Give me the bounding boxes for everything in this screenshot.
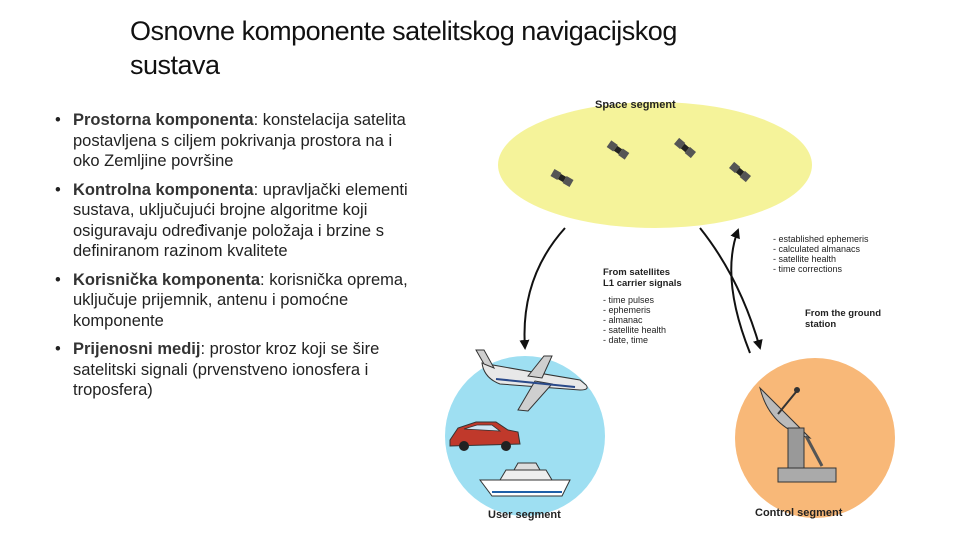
ground-item: - established ephemeris: [773, 234, 869, 244]
from-satellites-label: [603, 267, 682, 289]
user-segment-label: User segment: [488, 509, 561, 521]
bullet-list: [55, 110, 410, 409]
ground-item: - time corrections: [773, 264, 843, 274]
bullet-term: Kontrolna komponenta: [73, 180, 254, 199]
bullet-term: Korisnička komponenta: [73, 270, 261, 289]
gnss-segments-diagram: [440, 88, 960, 540]
arrow-control-to-space: [731, 230, 750, 353]
bullet-user-component: [55, 270, 410, 332]
bullet-dot: •: [55, 180, 61, 199]
bullet-term: Prostorna komponenta: [73, 111, 254, 129]
from-ground-line: From the ground: [805, 308, 881, 319]
bullet-text: : konstelacija satelita postavljena s ciljem pokrivanja prostora na i oko Zemljine površine: [73, 111, 406, 170]
bullet-transmission-medium: [55, 339, 410, 401]
space-segment-ellipse: [498, 102, 812, 228]
bullet-text: : upravljački elementi sustava, uključujući brojne algoritme koji osiguravaju određivanje položaja i brzine s definiranom razinom kvalitete: [73, 180, 408, 260]
ground-item: - satellite health: [773, 254, 837, 264]
bullet-dot: •: [55, 270, 61, 289]
bullet-term: Prijenosni medij: [73, 340, 201, 358]
from-ground-label: [805, 308, 884, 330]
control-segment-label: Control segment: [755, 507, 843, 519]
signal-item: - ephemeris: [603, 305, 651, 315]
ground-items: [773, 234, 871, 274]
signal-item: - date, time: [603, 335, 649, 345]
signal-item: - almanac: [603, 315, 643, 325]
signal-item: - satellite health: [603, 325, 667, 335]
ground-item: - calculated almanacs: [773, 244, 861, 254]
bullet-space-component: [55, 110, 410, 172]
bullet-dot: •: [55, 111, 61, 129]
signal-item: - time pulses: [603, 295, 655, 305]
from-satellites-line: L1 carrier signals: [603, 278, 682, 289]
control-segment-circle: [735, 358, 895, 518]
from-satellites-line: From satellites: [603, 267, 671, 278]
bullet-text: : prostor kroz koji se šire satelitski signali (prvenstveno ionosfera i troposfera): [73, 340, 380, 399]
satellite-signal-items: [603, 295, 669, 345]
title-line-1: Osnovne komponente satelitskog navigacijskog: [130, 16, 677, 46]
bullet-control-component: [55, 180, 410, 262]
title-line-2: sustava: [130, 50, 220, 80]
space-segment-label: Space segment: [595, 99, 676, 111]
from-ground-line: station: [805, 319, 837, 330]
arrow-space-to-user: [525, 228, 566, 348]
bullet-text: : korisnička oprema, uključuje prijemnik, antenu i pomoćne komponente: [73, 270, 408, 330]
slide-title: [130, 14, 790, 82]
bullet-dot: •: [55, 340, 61, 358]
arrow-space-to-control: [700, 228, 760, 348]
